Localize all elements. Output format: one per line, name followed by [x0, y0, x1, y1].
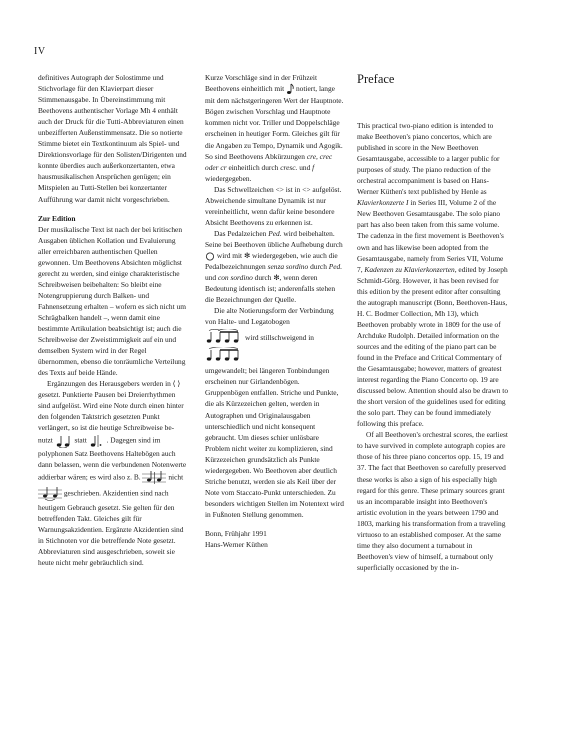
nutzt-text: nutzt	[38, 435, 53, 445]
section-heading-zur-edition: Zur Edition	[38, 213, 76, 223]
pedal-ped-2: Ped.	[328, 262, 343, 272]
old-slur-notation-icon	[205, 329, 241, 345]
eighth-note-music-icon	[286, 83, 294, 95]
pedal-release-circle-icon	[205, 252, 215, 261]
slurs-text-b: wird stillschweigend in	[245, 332, 314, 342]
paragraph-preface-intro	[357, 120, 509, 429]
grace-notes-text-d: einheitlich durch	[228, 162, 279, 172]
grace-notes-text-a: Kurze Vorschläge sind in der Frühzeit Beethovens einheitlich mit	[205, 73, 317, 94]
pedal-con-sordino: con sordino	[217, 273, 253, 283]
grace-notes-text-f: wiedergegeben.	[205, 173, 252, 183]
page-number: IV	[34, 46, 46, 57]
pedal-text-a: Das Pedalzeichen	[214, 228, 267, 238]
intro-text-c: , edited by Joseph Schmidt-Görg. However, it has been revised for this edition by the present editor after consulting the autograph manuscript (Bonn, Beethoven-Haus, H. C. Bodmer Collection, Mh 13), which Beethoven probably wrote in 1809 for the use of Archduke Rudolph. Detailed information on the sources and the editing of the piano part can be found in the Preface and Critical Commentary of the Gesamtausgabe; however, matters of greatest interest regarding the Piano Concerto op. 19 are discussed below. Attention should also be drawn to the short version of the guidelines used for editing the solo part. They can be found immediately following this preface.	[357, 264, 509, 429]
pedal-text-c: wird mit ✻ wiedergegeben, wie auch die Pedalbezeichnungen	[205, 251, 338, 272]
english-column	[357, 72, 509, 573]
abbrev-cresc: cresc.	[280, 162, 298, 172]
preface-title: Preface	[357, 72, 395, 86]
tied-notes-music-icon	[55, 434, 73, 448]
german-column-1	[38, 72, 188, 568]
additions-text: Ergänzungen des Herausgebers werden in ⟨ ⟩ gesetzt. Punktierte Pausen bei Dreierrhythmen sind aufgelöst. Wird eine Note durch einen hinter den folgenden Taktstrich gesetzten Punkt verlängert, so ist die heutige Schreibweise be-	[38, 379, 184, 433]
accidentals-text: geschrieben. Akzidentien sind nach heutigem Gebrauch gesetzt. Sie gelten für den betreffenden Takt. Gleiches gilt für Warnungsakzidentien. Ergänzte Akzidentien sind in Stichnoten vor die betreffende Note gesetzt. Abbreviaturen sind ausgeschrieben, soweit sie heute nicht mehr gebräuchlich sind.	[38, 488, 184, 567]
paragraph-slurs-body: umgewandelt; bei längeren Tonbindungen erscheinen nur Girlandenbögen. Gruppenbögen entfallen. Striche und Punkte, die als Kürzezeichen gelten, werden in Autographen und Originalausgaben unterschiedlich und nicht konsequent gebraucht. Um dieses schier unlösbare Problem nicht weiter zu komplizieren, sind Kürzezeichen grundsätzlich als Punkte wiedergegeben. Wo Beethoven aber deutlich Striche benutzt, werden sie als Keil über der Note vom Staccato-Punkt unterschieden. Zu besonders wichtigen Stellen im Notentext wird in Fußnoten Stellung genommen.	[205, 366, 344, 519]
dotted-note-music-icon	[89, 434, 105, 448]
paragraph-additions	[38, 378, 188, 433]
nicht-text: nicht	[168, 472, 184, 482]
abbrev-oder: oder	[205, 162, 219, 172]
paragraph-notation-example	[38, 434, 188, 486]
pedal-text-f: durch ✻, wenn deren Bedeutung identisch ist; anderenfalls stehen die Bezeichnungen der Quelle.	[205, 273, 336, 305]
pedal-ped-1: Ped.	[268, 228, 282, 238]
paragraph-orchestral-scores: Of all Beethoven's orchestral scores, the earliest to have survived in complete autograph copies are those of his three piano concertos opp. 15, 19 and 37. The fact that Beethoven so carefully preserved these works is also a sign of his especially high regard for this genre. These primary sources grant us an incomparable insight into Beethoven's artistic evolution in the years between 1790 and 1803, marking his transformation from a traveling virtuoso to an established composer. At the same time they also document a turnabout in Beethoven's view of himself, a turnabout only superficially occasioned by the in-	[357, 430, 508, 572]
pedal-senza-sordino: senza sordino	[267, 262, 309, 272]
pedal-text-d: durch	[310, 262, 327, 272]
pedal-text-b: wird beibehalten. Seine bei Beethoven übliche Aufhebung durch	[205, 228, 343, 249]
paragraph-pedal	[205, 228, 345, 305]
abbrev-f: f	[312, 162, 315, 172]
signature-editor: Hans-Werner Küthen	[205, 540, 268, 550]
intro-text-a: This practical two-piano edition is intended to make Beethoven's piano concertos, which are published in score in the New Beethoven Gesamtausgabe, accessible to a larger public for purposes of study. The piano reduction of the orchestral accompaniment is based on Hans-Werner Küthen's text published by Henle as	[357, 121, 500, 197]
statt-text: statt	[74, 435, 87, 445]
abbrev-cre: cre, crec	[306, 151, 333, 161]
pedal-text-e: und	[205, 273, 217, 283]
new-slur-notation-icon	[205, 347, 241, 363]
grace-notes-text-b: notiert, lange mit dem nächstgeringeren Wert der Hauptnote. Bögen zwischen Vorschlag und Hauptnote kommen nicht vor. Triller und Doppelschläge erscheinen in heutiger Form. Gleiches gilt für die Angaben zu Tempo, Dynamik und Agogik. So sind Beethovens Abkürzungen	[205, 84, 344, 161]
signature-place-date: Bonn, Frühjahr 1991	[205, 528, 267, 538]
paragraph-dynamics: Das Schwellzeichen <> ist in <> aufgelöst. Abweichende simultane Dynamik ist nur vereinheitlicht, wenn dafür keine besondere Absicht Beethovens zu erkennen ist.	[205, 184, 342, 227]
title-klavierkonzerte: Klavierkonzerte I	[357, 198, 409, 208]
grace-notes-text-und: und	[299, 162, 311, 172]
paragraph-slurs-intro: Die alte Notierungsform der Verbindung von Halte- und Legatobogen	[205, 306, 334, 327]
german-column-2	[205, 72, 345, 550]
new-slur-example-row	[205, 347, 345, 363]
intro-text-b: in Series III, Volume 2 of the New Beethoven Gesamtausgabe. The solo piano part has also been taken from this same volume. The cadenza in the first movement is Beethoven's own and has likewise been adopted from the Gesamtausgabe, namely from Series VII, Volume 7,	[357, 198, 504, 274]
abbrev-cr: cr	[220, 162, 227, 172]
paragraph-accidentals	[38, 486, 188, 568]
paragraph-musical-text: Der musikalische Text ist nach der bei kritischen Ausgaben üblichen Kollation und Evaluierung aller erreichbaren authentischen Quellen gewonnen. Um Beethovens Absichten möglichst gerecht zu werden, sind einige charakteristische Schreibweisen beibehalten: So bleibt eine Notengruppierung durch Balken- und Fahnensetzung erhalten – wofern es sich nicht um Schrägbalken handelt –, wenn damit eine bestimmte Artikulation beabsichtigt ist; auch die Schreibweise der Zweistimmigkeit auf ein und demselben System wird in der Regel übernommen, ebenso die tonräumliche Verteilung des Texts auf beide Hände.	[38, 224, 186, 378]
polyphonic-tie-music-icon	[142, 470, 166, 486]
paragraph-grace-notes	[205, 72, 345, 184]
accidental-example-music-icon	[38, 486, 62, 502]
old-slur-example-row	[205, 329, 345, 345]
title-kadenzen: Kadenzen zu Klavierkonzerten	[364, 264, 455, 274]
notation-rest-text: . Dagegen sind im polyphonen Satz Beethovens Haltebögen auch dann belassen, wenn die verbundenen Notenwerte addierbar wären; es wird also z. B.	[38, 435, 187, 482]
paragraph-autograph: definitives Autograph der Solostimme und Stichvorlage für den Klavierpart dieser Stimmenausgabe. In Übereinstimmung mit Beethovens authentischer Vorlage Mh 4 enthält auch der Druck für die Tutti-Abbreviaturen einen unbezifferten Außenstimmensatz. Die so notierte Stimme bietet ein Textkontinuum als Spiel- und Direktionsvorlage für den Solisten/Dirigenten und konnte überdies auch außerkonzertanten, etwa hausmusikalischen Ansprüchen genügen; ein Mitspielen au Tutti-Stellen bei konzertanter Aufführung war damit nicht vorgeschrieben.	[38, 73, 187, 204]
